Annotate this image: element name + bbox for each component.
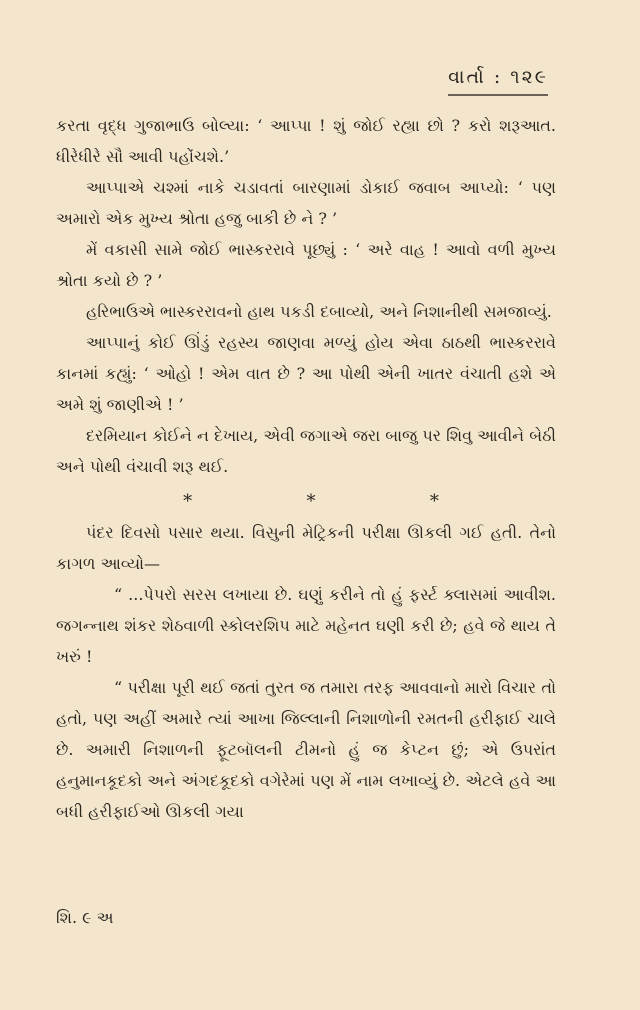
paragraph: આપ્પાનું કોઈ ઊંડું રહસ્ય જાણવા મળ્યું હોય એવા ઠાઠથી ભાસ્કરરાવે કાનમાં કહ્યું: ‘ ઓહો ! એમ વાત છે ? આ પોથી એની ખાતર વંચાતી હશે એ અમે શું જાણીએ ! ’ <box>56 333 556 414</box>
divider-asterisk: * <box>429 491 439 512</box>
running-head: વાર્તા : ૧૨૯ <box>448 66 548 96</box>
paragraph: મેં વકાસી સામે જોઈ ભાસ્કરરાવે પૂછ્યું : ‘ અરે વાહ ! આવો વળી મુખ્ય શ્રોતા કયો છે ? ’ <box>56 240 556 290</box>
divider-asterisk: * <box>306 491 316 512</box>
section-divider <box>56 482 556 517</box>
paragraph: હરિભાઉએ ભાસ્કરરાવનો હાથ પકડી દબાવ્યો, અને નિશાનીથી સમજાવ્યું. <box>86 302 552 321</box>
paragraph: કરતા વૃદ્ધ ગુજાભાઉ બોલ્યા: ‘ આપ્પા ! શું જોઈ રહ્યા છો ? કરો શરૂઆત. ધીરેધીરે સૌ આવી પહોંચશે.’ <box>56 116 556 166</box>
paragraph: દરમિયાન કોઈને ન દેખાય, એવી જગાએ જરા બાજુ પર શિવુ આવીને બેઠી અને પોથી વંચાવી શરૂ થઈ. <box>56 426 556 476</box>
paragraph: પંદર દિવસો પસાર થયા. વિસુની મેટ્રિકની પરીક્ષા ઊકલી ગઈ હતી. તેનો કાગળ આવ્યો— <box>56 523 556 573</box>
signature-mark: શિ. ૯ અ <box>56 908 114 927</box>
divider-asterisk: * <box>183 491 193 512</box>
letter-paragraph: “ પરીક્ષા પૂરી થઈ જતાં તુરત જ તમારા તરફ આવવાનો મારો વિચાર તો હતો, પણ અહીં અમારે ત્યાં આખા જિલ્લાની નિશાળોની રમતની હરીફાઈ ચાલે છે. અમારી નિશાળની ફૂટબૉલની ટીમનો હું જ કેપ્ટન છું; એ ઉપરાંત હનુમાનકૂદકો અને અંગદકૂદકો વગેરેમાં પણ મેં નામ લખાવ્યું છે. એટલે હવે આ બધી હરીફાઈઓ ઊકલી ગયા <box>56 678 556 821</box>
body-text <box>56 110 556 827</box>
paragraph: આપ્પાએ ચશ્માં નાકે ચડાવતાં બારણામાં ડોકાઈ જવાબ આપ્યો: ‘ પણ અમારો એક મુખ્ય શ્રોતા હજુ બાકી છે ને ? ’ <box>56 178 557 228</box>
letter-paragraph: “ ...પેપરો સરસ લખાયા છે. ઘણું કરીને તો હું ફર્સ્ટ ક્લાસમાં આવીશ. જગન્નાથ શંકર શેઠવાળી સ્કોલરશિપ માટે મહેનત ઘણી કરી છે; હવે જે થાય તે ખરું ! <box>56 585 556 666</box>
